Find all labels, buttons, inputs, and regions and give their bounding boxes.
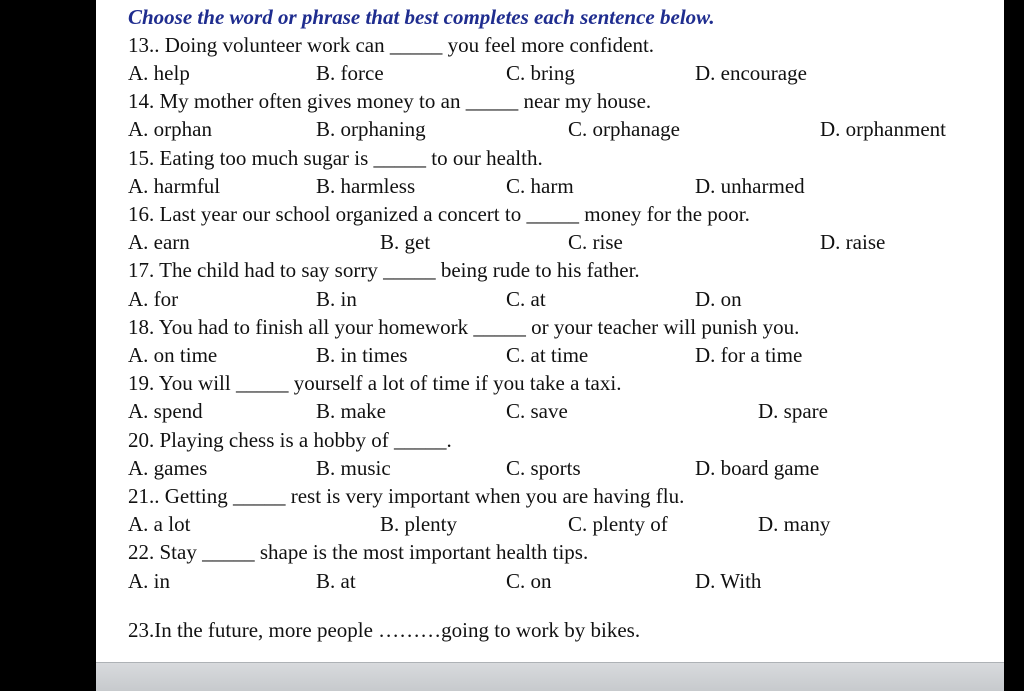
option-17-d: D. on	[695, 287, 742, 311]
option-20-b: B. music	[316, 456, 391, 480]
option-18-b: B. in times	[316, 343, 408, 367]
option-18-d: D. for a time	[695, 343, 803, 367]
question-20: 20. Playing chess is a hobby of _____.	[128, 428, 452, 452]
option-20-c: C. sports	[506, 456, 581, 480]
question-14: 14. My mother often gives money to an _____ near my house.	[128, 89, 652, 113]
option-13-b: B. force	[316, 61, 384, 85]
option-14-a: A. orphan	[128, 117, 212, 141]
option-13-c: C. bring	[506, 61, 575, 85]
option-15-a: A. harmful	[128, 174, 221, 198]
option-17-b: B. in	[316, 287, 357, 311]
question-23: 23.In the future, more people ………going to work by bikes.	[128, 618, 641, 642]
option-14-c: C. orphanage	[568, 117, 680, 141]
option-18-c: C. at time	[506, 343, 589, 367]
option-22-b: B. at	[316, 569, 356, 593]
option-16-b: B. get	[380, 230, 431, 254]
question-17: 17. The child had to say sorry _____ being rude to his father.	[128, 258, 640, 282]
option-18-a: A. on time	[128, 343, 218, 367]
question-21: 21.. Getting _____ rest is very important when you are having flu.	[128, 484, 685, 508]
instruction-text: Choose the word or phrase that best completes each sentence below.	[128, 5, 715, 29]
option-16-c: C. rise	[568, 230, 623, 254]
option-20-a: A. games	[128, 456, 208, 480]
option-21-c: C. plenty of	[568, 512, 668, 536]
option-17-c: C. at	[506, 287, 546, 311]
question-19: 19. You will _____ yourself a lot of time if you take a taxi.	[128, 371, 622, 395]
option-19-b: B. make	[316, 399, 386, 423]
option-21-d: D. many	[758, 512, 831, 536]
option-17-a: A. for	[128, 287, 179, 311]
option-14-b: B. orphaning	[316, 117, 426, 141]
option-21-b: B. plenty	[380, 512, 457, 536]
option-22-c: C. on	[506, 569, 552, 593]
right-border	[1004, 0, 1024, 690]
question-22: 22. Stay _____ shape is the most important health tips.	[128, 540, 589, 564]
option-16-d: D. raise	[820, 230, 886, 254]
option-19-c: C. save	[506, 399, 568, 423]
bottom-scroll-area[interactable]	[96, 662, 1004, 691]
question-13: 13.. Doing volunteer work can _____ you feel more confident.	[128, 33, 655, 57]
option-20-d: D. board game	[695, 456, 820, 480]
question-16: 16. Last year our school organized a concert to _____ money for the poor.	[128, 202, 750, 226]
question-18: 18. You had to finish all your homework _____ or your teacher will punish you.	[128, 315, 800, 339]
option-13-a: A. help	[128, 61, 190, 85]
option-16-a: A. earn	[128, 230, 190, 254]
option-13-d: D. encourage	[695, 61, 807, 85]
option-19-a: A. spend	[128, 399, 203, 423]
option-14-d: D. orphanment	[820, 117, 946, 141]
option-15-c: C. harm	[506, 174, 574, 198]
option-19-d: D. spare	[758, 399, 828, 423]
question-15: 15. Eating too much sugar is _____ to our health.	[128, 146, 543, 170]
option-22-a: A. in	[128, 569, 170, 593]
option-21-a: A. a lot	[128, 512, 191, 536]
option-15-b: B. harmless	[316, 174, 416, 198]
option-22-d: D. With	[695, 569, 762, 593]
option-15-d: D. unharmed	[695, 174, 805, 198]
